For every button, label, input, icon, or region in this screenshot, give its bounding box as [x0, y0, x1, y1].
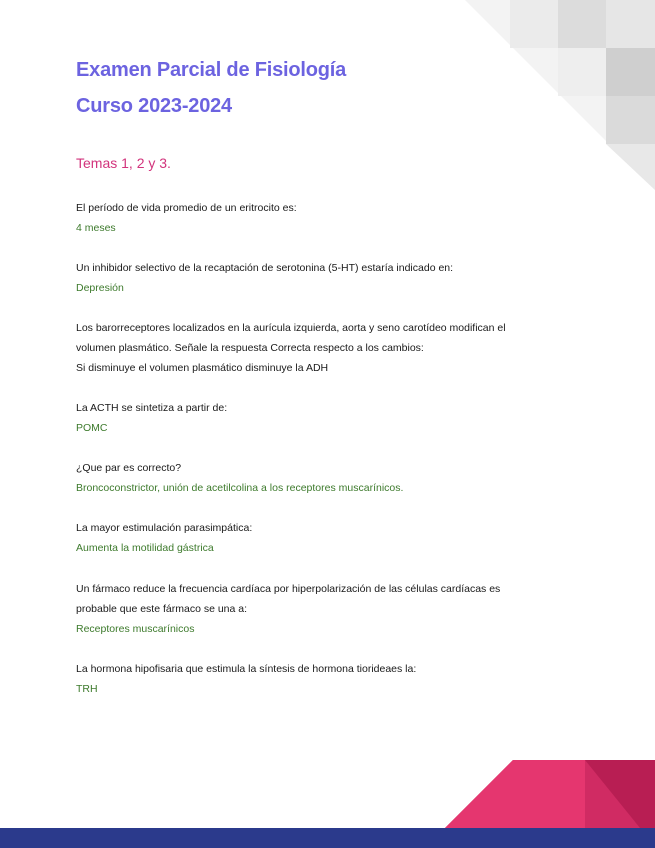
answer-text: TRH	[76, 683, 98, 695]
deco-square	[606, 96, 655, 144]
question-text-line: Los barorreceptores localizados en la aurícula izquierda, aorta y seno carotídeo modifican el	[76, 322, 506, 334]
question-text: La ACTH se sintetiza a partir de:	[76, 402, 228, 414]
deco-square	[558, 0, 606, 48]
answer-text: Broncoconstrictor, unión de acetilcolina a los receptores muscarínicos.	[76, 482, 404, 494]
question-text-line: volumen plasmático. Señale la respuesta Correcta respecto a los cambios:	[76, 342, 424, 354]
question-block	[76, 579, 576, 639]
deco-square	[558, 48, 606, 96]
deco-square	[510, 0, 558, 48]
answer-text: POMC	[76, 422, 108, 434]
document-title: Examen Parcial de Fisiología	[76, 59, 347, 81]
question-block	[76, 198, 576, 238]
answer-text: Si disminuye el volumen plasmático disminuye la ADH	[76, 362, 329, 374]
answer-text: Receptores muscarínicos	[76, 623, 195, 635]
answer-text: Depresión	[76, 282, 124, 294]
question-block	[76, 458, 576, 498]
question-block	[76, 659, 576, 699]
question-text: Un inhibidor selectivo de la recaptación de serotonina (5-HT) estaría indicado en:	[76, 262, 454, 274]
question-text: La hormona hipofisaria que estimula la síntesis de hormona tiorideaes la:	[76, 663, 417, 675]
question-block	[76, 518, 576, 558]
topics-subtitle: Temas 1, 2 y 3.	[76, 155, 171, 171]
answer-text: Aumenta la motilidad gástrica	[76, 542, 214, 554]
question-text-line: probable que este fármaco se una a:	[76, 603, 248, 615]
question-text: El período de vida promedio de un eritrocito es:	[76, 202, 297, 214]
question-text: ¿Que par es correcto?	[76, 462, 182, 474]
deco-square	[606, 0, 655, 48]
question-block	[76, 318, 576, 378]
question-text-line: Un fármaco reduce la frecuencia cardíaca por hiperpolarización de las células cardíacas es	[76, 583, 501, 595]
bottom-pink-shape	[445, 760, 585, 828]
course-year: Curso 2023-2024	[76, 95, 232, 117]
deco-square	[606, 48, 655, 96]
deco-square	[606, 144, 655, 190]
question-text: La mayor estimulación parasimpática:	[76, 522, 253, 534]
question-block	[76, 258, 576, 298]
footer-bar	[0, 828, 655, 848]
question-block	[76, 398, 576, 438]
answer-text: 4 meses	[76, 222, 116, 234]
